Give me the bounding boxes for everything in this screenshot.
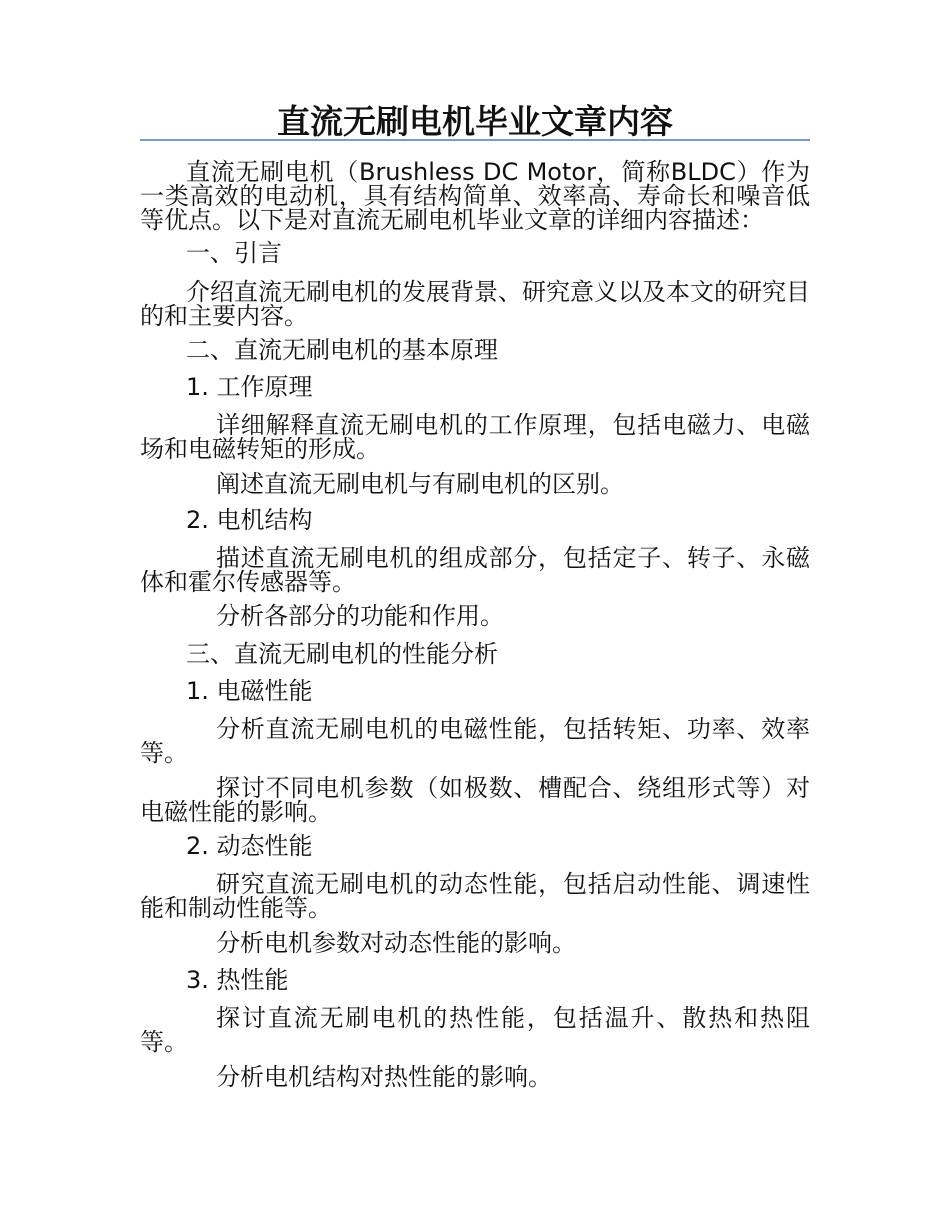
section-2-2-paragraph-2: 分析各部分的功能和作用。 [216, 602, 504, 630]
title-underline [140, 139, 810, 141]
section-2-1-paragraph-1: 详细解释直流无刷电机的工作原理，包括电磁力、电磁场和电磁转矩的形成。 [140, 411, 810, 463]
section-1-heading: 一、引言 [186, 239, 282, 267]
section-3-3-heading: 3. 热性能 [186, 966, 289, 994]
section-3-3-paragraph-2: 分析电机结构对热性能的影响。 [216, 1063, 552, 1091]
section-3-1-heading: 1. 电磁性能 [186, 677, 313, 705]
section-1-body: 介绍直流无刷电机的发展背景、研究意义以及本文的研究目的和主要内容。 [140, 278, 810, 330]
section-3-1-paragraph-1: 分析直流无刷电机的电磁性能，包括转矩、功率、效率等。 [140, 715, 810, 767]
section-3-heading: 三、直流无刷电机的性能分析 [186, 640, 498, 668]
section-3-1-paragraph-2: 探讨不同电机参数（如极数、槽配合、绕组形式等）对电磁性能的影响。 [140, 774, 810, 826]
section-3-2-paragraph-2: 分析电机参数对动态性能的影响。 [216, 929, 576, 957]
section-2-1-paragraph-2: 阐述直流无刷电机与有刷电机的区别。 [216, 470, 624, 498]
section-2-1-heading: 1. 工作原理 [186, 373, 313, 401]
section-2-2-paragraph-1: 描述直流无刷电机的组成部分，包括定子、转子、永磁体和霍尔传感器等。 [140, 544, 810, 596]
section-3-2-heading: 2. 动态性能 [186, 832, 313, 860]
section-2-heading: 二、直流无刷电机的基本原理 [186, 336, 498, 364]
section-3-2-paragraph-1: 研究直流无刷电机的动态性能，包括启动性能、调速性能和制动性能等。 [140, 870, 810, 922]
intro-paragraph: 直流无刷电机（Brushless DC Motor，简称BLDC）作为一类高效的电动机，具有结构简单、效率高、寿命长和噪音低等优点。以下是对直流无刷电机毕业文章的详细内容描述： [140, 158, 810, 234]
document-title: 直流无刷电机毕业文章内容 [277, 102, 673, 141]
section-3-3-paragraph-1: 探讨直流无刷电机的热性能，包括温升、散热和热阻等。 [140, 1004, 810, 1056]
section-2-2-heading: 2. 电机结构 [186, 506, 313, 534]
